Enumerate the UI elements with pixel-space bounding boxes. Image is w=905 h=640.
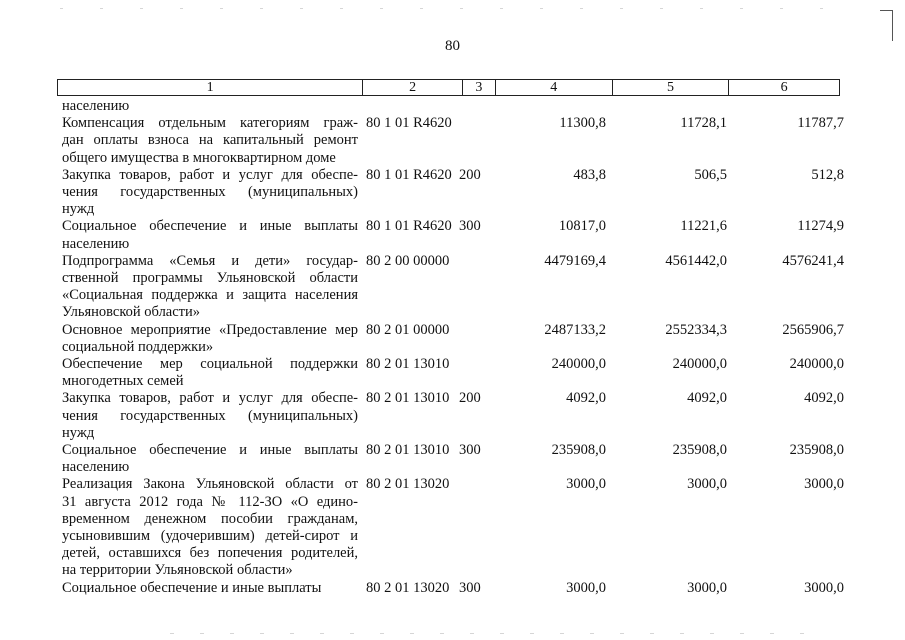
row-value-col6: 512,8 — [811, 166, 844, 183]
row-name-line: временном денежном пособии гражданам, — [62, 510, 358, 527]
row-name-line: Обеспечение мер социальной поддержки — [62, 356, 358, 373]
row-value-col5: 4561442,0 — [665, 252, 727, 269]
row-name-line: Социальное обеспечение и иные выплаты — [62, 579, 322, 596]
row-value-col6: 11274,9 — [797, 218, 844, 235]
row-name-line: детей, оставшихся без попечения родителей, — [62, 545, 358, 562]
row-value-col4: 2487133,2 — [544, 321, 606, 338]
table-body — [62, 98, 862, 597]
row-name-line: общего имущества в многоквартирном доме — [62, 149, 336, 166]
scan-artifact-top — [60, 8, 840, 9]
header-col-1: 1 — [206, 80, 214, 95]
row-value-col5: 506,5 — [694, 166, 727, 183]
table-row — [62, 356, 862, 390]
row-name — [62, 218, 358, 252]
row-name — [62, 580, 358, 597]
row-name — [62, 356, 358, 390]
row-name — [62, 167, 358, 219]
table-row — [62, 115, 862, 167]
row-value-col5: 235908,0 — [672, 442, 727, 459]
row-name-line: на территории Ульяновской области» — [62, 562, 293, 579]
header-col-2: 2 — [362, 80, 462, 95]
row-value-col6: 4576241,4 — [782, 252, 844, 269]
row-value-col5: 11728,1 — [680, 115, 727, 132]
row-expense-type: 300 — [459, 218, 481, 235]
row-name-line: нужд — [62, 201, 95, 218]
table-row — [62, 442, 862, 476]
table-row — [62, 580, 862, 597]
row-name-line: населению — [62, 459, 130, 476]
row-name-line: дан оплаты взноса на капитальный ремонт — [62, 132, 358, 149]
row-value-col4: 240000,0 — [551, 356, 606, 373]
row-name-line: Социальное обеспечение и иные выплаты — [62, 218, 358, 235]
row-name — [62, 442, 358, 476]
row-name — [62, 476, 358, 579]
row-expense-type: 200 — [459, 166, 481, 183]
row-value-col4: 235908,0 — [551, 442, 606, 459]
row-value-col6: 235908,0 — [789, 442, 844, 459]
row-name-line: нужд — [62, 424, 95, 441]
row-code: 80 1 01 R4620 — [366, 115, 452, 132]
row-code: 80 2 01 13010 — [366, 390, 450, 407]
row-value-col4: 4092,0 — [566, 390, 606, 407]
header-col-6: 6 — [728, 80, 839, 95]
header-col-5: 5 — [612, 80, 729, 95]
row-code: 80 1 01 R4620 — [366, 218, 452, 235]
row-name-line: чения государственных (муниципальных) — [62, 184, 358, 201]
row-expense-type: 300 — [459, 442, 481, 459]
scan-artifact-bottom — [170, 633, 810, 634]
row-value-col4: 11300,8 — [559, 115, 606, 132]
row-name-line: Подпрограмма «Семья и дети» государ- — [62, 252, 358, 269]
row-expense-type: 200 — [459, 390, 481, 407]
row-code: 80 2 01 13020 — [366, 476, 450, 493]
row-name — [62, 322, 358, 356]
row-value-col6: 4092,0 — [804, 390, 844, 407]
row-value-col4: 3000,0 — [566, 579, 606, 596]
row-name-line: населению — [62, 98, 130, 114]
row-name-line: Ульяновской области» — [62, 304, 201, 321]
table-row — [62, 218, 862, 252]
table-row — [62, 167, 862, 219]
row-name-line: социальной поддержки» — [62, 338, 214, 355]
row-code: 80 2 01 13010 — [366, 442, 450, 459]
row-name-line: Закупка товаров, работ и услуг для обеспе- — [62, 390, 358, 407]
row-expense-type: 300 — [459, 579, 481, 596]
row-code: 80 2 01 13020 — [366, 579, 450, 596]
row-name-line: Социальное обеспечение и иные выплаты — [62, 442, 358, 459]
row-code: 80 2 01 13010 — [366, 356, 450, 373]
row-code: 80 2 01 00000 — [366, 321, 450, 338]
row-code: 80 1 01 R4620 — [366, 166, 452, 183]
row-value-col4: 4479169,4 — [544, 252, 606, 269]
row-name — [62, 390, 358, 442]
row-name-line: Основное мероприятие «Предоставление мер — [62, 321, 358, 338]
row-value-col5: 4092,0 — [687, 390, 727, 407]
row-name-line: Реализация Закона Ульяновской области от — [62, 476, 358, 493]
row-value-col5: 3000,0 — [687, 579, 727, 596]
row-name — [62, 115, 358, 167]
corner-crop-mark — [880, 10, 893, 41]
table-header — [57, 79, 840, 96]
row-value-col5: 240000,0 — [672, 356, 727, 373]
table-row — [62, 390, 862, 442]
table-row — [62, 476, 862, 579]
row-value-col6: 3000,0 — [804, 579, 844, 596]
table-row — [62, 98, 862, 115]
row-value-col6: 240000,0 — [789, 356, 844, 373]
page-number: 80 — [445, 38, 460, 54]
row-name-line: населению — [62, 235, 130, 252]
row-value-col4: 3000,0 — [566, 476, 606, 493]
row-name — [62, 253, 358, 322]
row-code: 80 2 00 00000 — [366, 252, 450, 269]
table-row — [62, 322, 862, 356]
row-name-line: ственной программы Ульяновской области — [62, 270, 358, 287]
row-name-line: Компенсация отдельным категориям граж- — [62, 115, 358, 132]
header-col-3: 3 — [462, 80, 495, 95]
row-name-line: «Социальная поддержка и защита населения — [62, 287, 358, 304]
header-col-4: 4 — [495, 80, 612, 95]
row-value-col6: 11787,7 — [797, 115, 844, 132]
row-value-col5: 3000,0 — [687, 476, 727, 493]
row-name — [62, 98, 358, 115]
row-name-line: чения государственных (муниципальных) — [62, 407, 358, 424]
row-name-line: 31 августа 2012 года № 112-ЗО «О едино- — [62, 493, 358, 510]
row-name-line: Закупка товаров, работ и услуг для обеспе- — [62, 166, 358, 183]
row-name-line: многодетных семей — [62, 373, 184, 390]
row-value-col5: 11221,6 — [680, 218, 727, 235]
row-value-col4: 10817,0 — [558, 218, 606, 235]
row-value-col6: 3000,0 — [804, 476, 844, 493]
row-name-line: усыновившим (удочерившим) детей-сирот и — [62, 528, 358, 545]
table-row — [62, 253, 862, 322]
row-value-col5: 2552334,3 — [665, 321, 727, 338]
row-value-col4: 483,8 — [573, 166, 606, 183]
row-value-col6: 2565906,7 — [782, 321, 844, 338]
